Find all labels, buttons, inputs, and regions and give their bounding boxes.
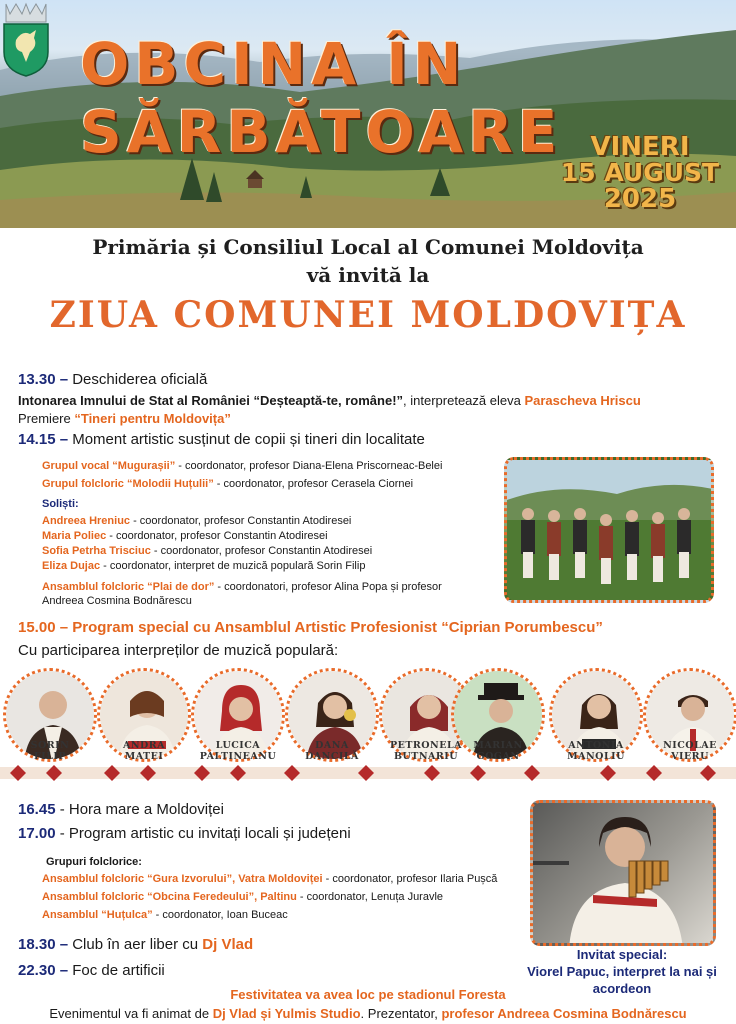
soloist-item — [42, 560, 365, 572]
date-day: VINERI — [590, 132, 690, 162]
program-time: 13.30 – — [18, 371, 69, 388]
folk-group-item — [42, 891, 443, 903]
ensemble-detail: - coordonatori, profesor Alina Popa și profesor — [214, 581, 442, 593]
program-text: Club în aer liber cu — [72, 936, 203, 953]
soloists-heading: Soliști: — [42, 498, 79, 510]
anthem-text: , interpretează eleva — [403, 393, 525, 408]
soloist-detail: - coordonator, profesor Constantin Atodiresei — [130, 515, 352, 527]
program-item-hora — [18, 801, 224, 818]
soloist-detail: - coordonator, interpret de muzică populară Sorin Filip — [100, 560, 366, 572]
folk-groups-heading: Grupuri folclorice: — [46, 856, 142, 868]
program-text: Foc de artificii — [72, 962, 165, 979]
artist-name: SORIN FILIP — [30, 740, 70, 762]
date-day-month: 15 AUGUST — [560, 158, 720, 187]
soloist-item — [42, 530, 328, 542]
program-time: 15.00 — [18, 619, 56, 636]
anthem-title: Intonarea Imnului de Stat al României “Deșteaptă-te, române!” — [18, 393, 404, 408]
soloist-detail: - coordonator, profesor Constantin Atodiresei — [106, 530, 328, 542]
folk-group-name: Ansamblul folcloric “Gura Izvorului”, Vatra Moldoviței — [42, 873, 323, 885]
dancers-illustration — [507, 460, 714, 603]
footer-text — [0, 1006, 736, 1021]
artist-name: MARIAN GOGAN — [473, 740, 523, 762]
soloist-item — [42, 515, 351, 527]
artist-name: DANA DANCILĂ — [305, 740, 359, 762]
footer-text-1: Evenimentul va fi animat de — [49, 1006, 213, 1021]
folk-group-detail: - coordonator, Lenuța Juravle — [296, 891, 444, 903]
folk-group-detail: - coordonator, Ioan Buceac — [152, 909, 288, 921]
folk-dancers-photo — [504, 457, 714, 603]
soloist-name: Sofia Petrha Trisciuc — [42, 545, 151, 557]
program-item-special — [18, 619, 603, 636]
footer-animators: Dj Vlad și Yulmis Studio — [212, 1006, 361, 1021]
group-detail: - coordonator, profesor Cerasela Ciornei — [213, 478, 414, 490]
premiere-label: Premiere — [18, 411, 75, 426]
soloist-name: Andreea Hreniuc — [42, 515, 131, 527]
artist-name: ANDRA MATEI — [122, 740, 166, 762]
group-name: Grupul vocal “Mugurașii” — [42, 460, 176, 472]
program-time: 22.30 – — [18, 962, 69, 979]
program-item-opening — [18, 371, 207, 388]
date-year: 2025 — [603, 184, 677, 214]
ensemble-name: Ansamblul folcloric “Plai de dor” — [42, 581, 215, 593]
program-time: 16.45 — [18, 801, 56, 818]
group-item — [42, 478, 413, 490]
program-text: Deschiderea oficială — [72, 371, 208, 388]
banner-title-line-1: OBCINA ÎN — [80, 30, 467, 98]
guest-caption-line-2: Viorel Papuc, interpret la nai și — [527, 964, 717, 979]
program-item-fireworks — [18, 962, 165, 979]
group-item — [42, 460, 442, 472]
footer-text-2: . Prezentator, — [360, 1006, 442, 1021]
ensemble-item — [42, 581, 442, 593]
coat-of-arms-icon — [0, 0, 52, 78]
program-time: 18.30 – — [18, 936, 69, 953]
header-banner — [0, 0, 736, 228]
guest-caption-line-1: Invitat special: — [576, 947, 668, 962]
footer-presenter: profesor Andreea Cosmina Bodnărescu — [441, 1006, 687, 1021]
program-time: 17.00 — [18, 825, 56, 842]
venue-text: Festivitatea va avea loc pe stadionul Foresta — [230, 987, 506, 1002]
program-anthem — [18, 393, 641, 408]
soloist-detail: - coordonator, profesor Constantin Atodiresei — [150, 545, 373, 557]
folk-group-detail: - coordonator, profesor Ilaria Pușcă — [322, 873, 498, 885]
artist-name: NICOLAE VIERU — [663, 740, 717, 762]
event-title: ZIUA COMUNEI MOLDOVIȚA — [49, 294, 687, 336]
pan-flute-player-illustration — [533, 803, 716, 946]
ensemble-detail-2: Andreea Cosmina Bodnărescu — [42, 595, 192, 607]
folk-group-item — [42, 873, 497, 885]
program-item-artistic-moment — [18, 431, 425, 448]
program-time: 14.15 – — [18, 431, 69, 448]
folk-group-item — [42, 909, 288, 921]
program-text: Moment artistic susținut de copii și tineri din localitate — [72, 431, 425, 448]
program-dj: Dj Vlad — [202, 936, 254, 953]
banner-title-line-2: SĂRBĂTOARE — [80, 98, 563, 166]
program-item-club — [18, 936, 253, 953]
soloist-name: Eliza Dujac — [42, 560, 101, 572]
program-text: – Program special cu Ansamblul Artistic Profesionist “Ciprian Porumbescu” — [55, 619, 603, 636]
special-guest-photo — [530, 800, 716, 946]
artist-name: PETRONELA BUTNARIU — [389, 740, 463, 762]
anthem-performer: Parascheva Hriscu — [524, 393, 641, 408]
artist-name: LUCICA PALTINEANU — [199, 740, 277, 762]
folk-group-name: Ansamblul folcloric “Obcina Feredeului”, Paltinu — [42, 891, 297, 903]
participation-text: Cu participarea interpreților de muzică populară: — [18, 642, 339, 659]
artist-name: ANTONIA MANOLIU — [567, 740, 625, 762]
program-item-guests — [18, 825, 351, 842]
program-premiere — [18, 411, 231, 426]
folk-group-name: Ansamblul “Huțulca” — [42, 909, 153, 921]
event-date — [558, 134, 722, 212]
program-text: - Hora mare a Moldoviței — [55, 801, 224, 818]
soloist-name: Maria Poliec — [42, 530, 107, 542]
invitation-line-1: Primăria și Consiliul Local al Comunei Moldovița — [92, 235, 644, 259]
premiere-title: “Tineri pentru Moldovița” — [74, 411, 231, 426]
program-text: - Program artistic cu invitați locali și județeni — [55, 825, 351, 842]
group-detail: - coordonator, profesor Diana-Elena Priscorneac-Belei — [175, 460, 443, 472]
guest-caption-line-3: acordeon — [592, 981, 652, 996]
group-name: Grupul folcloric “Molodii Huțulii” — [42, 478, 214, 490]
soloist-item — [42, 545, 372, 557]
invitation-line-2: vă invită la — [306, 263, 430, 287]
